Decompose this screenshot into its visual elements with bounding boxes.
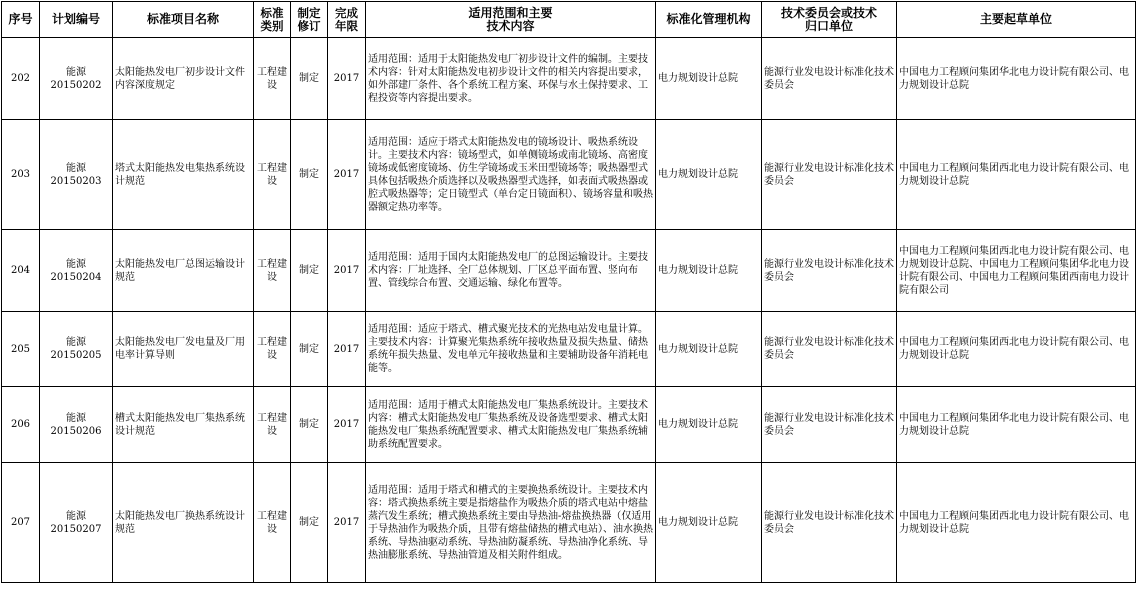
header-revision: 制定修订 [291,2,328,38]
row-seq: 207 [2,463,40,583]
header-year: 完成年限 [328,2,366,38]
row-drafters: 中国电力工程顾问集团西北电力设计院有限公司、电力规划设计总院 [897,312,1136,387]
row-plan-prefix: 能源 [66,162,86,174]
row-seq: 204 [2,230,40,312]
table-row [2,463,1136,583]
row-committee: 能源行业发电设计标准化技术委员会 [762,312,897,387]
row-name: 塔式太阳能热发电集热系统设计规范 [113,120,254,230]
row-plan-prefix: 能源 [66,510,86,522]
header-scope [366,2,656,38]
header-committee-line1: 技术委员会或技术 [780,5,877,20]
row-revision: 制定 [291,312,328,387]
row-category: 工程建设 [254,120,291,230]
row-revision: 制定 [291,387,328,463]
header-seq: 序号 [2,2,40,38]
row-plan-number: 20150207 [50,523,102,535]
row-plan-prefix: 能源 [66,337,86,348]
row-revision: 制定 [291,120,328,230]
row-mgmt: 电力规划设计总院 [656,38,762,120]
table-row [2,312,1136,387]
row-year: 2017 [328,387,366,463]
row-seq: 206 [2,387,40,463]
row-committee: 能源行业发电设计标准化技术委员会 [762,120,897,230]
row-revision: 制定 [291,38,328,120]
table-row [2,38,1136,120]
row-seq: 202 [2,38,40,120]
header-category: 标准类别 [254,2,291,38]
row-mgmt: 电力规划设计总院 [656,230,762,312]
row-category: 工程建设 [254,230,291,312]
row-plan-number: 20150204 [50,271,102,283]
header-drafters: 主要起草单位 [897,2,1136,38]
row-drafters: 中国电力工程顾问集团西北电力设计院有限公司、电力规划设计总院 [897,463,1136,583]
row-year: 2017 [328,120,366,230]
row-committee: 能源行业发电设计标准化技术委员会 [762,38,897,120]
row-scope: 适用范围：适应于塔式太阳能热发电的镜场设计、吸热系统设计。主要技术内容：镜场型式，如单侧镜场或南北镜场、高密度镜场或低密度镜场、仿生学镜场或玉米田型镜场等；吸热器型式具体包括吸热介质选择以及吸热器型式选择，如表面式吸热器或腔式吸热器等；定日镜型式（单台定日镜面积）、镜场容量和吸热器额定热功率等。 [366,120,656,230]
row-scope: 适用范围：适用于太阳能热发电厂初步设计文件的编制。主要技术内容：针对太阳能热发电初步设计文件的相关内容提出要求，如外部建厂条件、各个系统工程方案、环保与水土保持要求、工程投资等内容提出要求。 [366,38,656,120]
row-plan-no [40,463,113,583]
header-plan-no: 计划编号 [40,2,113,38]
row-scope: 适用范围：适用于国内太阳能热发电厂的总图运输设计。主要技术内容：厂址选择、全厂总体规划、厂区总平面布置、竖向布置、管线综合布置、交通运输、绿化布置等。 [366,230,656,312]
row-revision: 制定 [291,463,328,583]
row-name: 太阳能热发电厂发电量及厂用电率计算导则 [113,312,254,387]
row-name: 太阳能热发电厂初步设计文件内容深度规定 [113,38,254,120]
header-row [2,2,1136,38]
row-year: 2017 [328,230,366,312]
row-plan-no [40,230,113,312]
row-drafters: 中国电力工程顾问集团西北电力设计院有限公司、电力规划设计总院、中国电力工程顾问集团华北电力设计院有限公司、中国电力工程顾问集团西南电力设计院有限公司 [897,230,1136,312]
row-name: 太阳能热发电厂总图运输设计规范 [113,230,254,312]
row-seq: 203 [2,120,40,230]
row-category: 工程建设 [254,38,291,120]
row-year: 2017 [328,463,366,583]
row-mgmt: 电力规划设计总院 [656,312,762,387]
header-scope-line2: 技术内容 [486,18,535,33]
header-name: 标准项目名称 [113,2,254,38]
row-plan-prefix: 能源 [66,66,86,78]
row-committee: 能源行业发电设计标准化技术委员会 [762,463,897,583]
row-plan-no [40,312,113,387]
row-mgmt: 电力规划设计总院 [656,463,762,583]
table-row [2,387,1136,463]
row-scope: 适用范围：适用于槽式太阳能热发电厂集热系统设计。主要技术内容：槽式太阳能热发电厂集热系统及设备选型要求、槽式太阳能热发电厂集热系统配置要求、槽式太阳能热发电厂集热系统辅助系统配置要求。 [366,387,656,463]
row-mgmt: 电力规划设计总院 [656,387,762,463]
row-plan-number: 20150205 [50,350,102,361]
header-mgmt: 标准化管理机构 [656,2,762,38]
row-revision: 制定 [291,230,328,312]
row-mgmt: 电力规划设计总院 [656,120,762,230]
row-plan-prefix: 能源 [66,258,86,270]
row-name: 太阳能热发电厂换热系统设计规范 [113,463,254,583]
row-scope: 适用范围：适用于塔式和槽式的主要换热系统设计。主要技术内容：塔式换热系统主要是指熔盐作为吸热介质的塔式电站中熔盐蒸汽发生系统；槽式换热系统主要由导热油-熔盐换热器（仅适用于导热油作为吸热介质，且带有熔盐储热的槽式电站）、油水换热系统、导热油驱动系统、导热油防凝系统、导热油净化系统、导热油膨胀系统、导热油管道及相关附件组成。 [366,463,656,583]
table-row [2,230,1136,312]
header-committee [762,2,897,38]
row-name: 槽式太阳能热发电厂集热系统设计规范 [113,387,254,463]
header-scope-line1: 适用范围和主要 [468,5,553,20]
row-plan-number: 20150202 [50,79,102,91]
row-plan-no [40,120,113,230]
row-plan-number: 20150206 [50,425,102,437]
row-category: 工程建设 [254,463,291,583]
row-plan-no [40,38,113,120]
row-seq: 205 [2,312,40,387]
standards-table [1,1,1136,583]
row-plan-prefix: 能源 [66,412,86,424]
table-row [2,120,1136,230]
row-drafters: 中国电力工程顾问集团华北电力设计院有限公司、电力规划设计总院 [897,387,1136,463]
row-plan-number: 20150203 [50,175,102,187]
header-committee-line2: 归口单位 [804,18,853,33]
row-category: 工程建设 [254,312,291,387]
row-committee: 能源行业发电设计标准化技术委员会 [762,230,897,312]
row-plan-no [40,387,113,463]
row-year: 2017 [328,312,366,387]
row-drafters: 中国电力工程顾问集团西北电力设计院有限公司、电力规划设计总院 [897,120,1136,230]
row-scope: 适用范围：适应于塔式、槽式聚光技术的光热电站发电量计算。主要技术内容：计算聚光集热系统年接收热量及损失热量、储热系统年损失热量、发电单元年接收热量和主要辅助设备年消耗电能等。 [366,312,656,387]
row-category: 工程建设 [254,387,291,463]
row-committee: 能源行业发电设计标准化技术委员会 [762,387,897,463]
row-year: 2017 [328,38,366,120]
row-drafters: 中国电力工程顾问集团华北电力设计院有限公司、电力规划设计总院 [897,38,1136,120]
